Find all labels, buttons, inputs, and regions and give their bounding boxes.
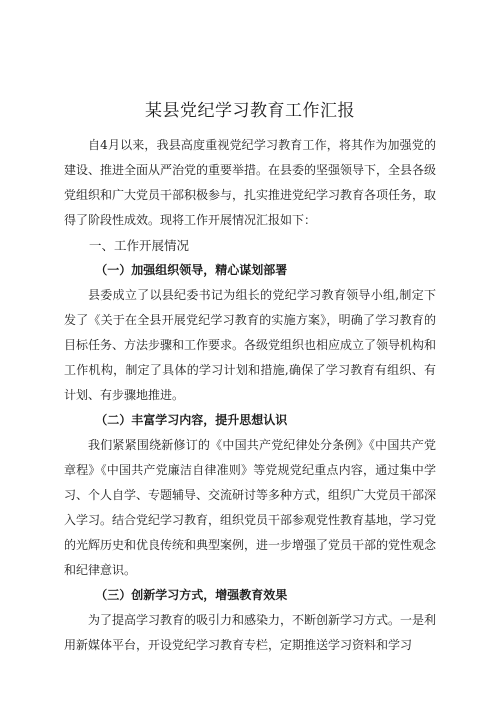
subsection-heading-methods: （三）创新学习方式，增强教育效果 [95,588,288,602]
subsection-heading-content: （二）丰富学习内容，提升思想认识 [95,413,288,427]
document-title: 某县党纪学习教育工作汇报 [145,101,355,121]
subsection-paragraph-methods: 为了提高学习教育的吸引力和感染力，不断创新学习方式。一是利用新媒体平台，开设党纪学习教育专栏，定期推送学习资料和学习 [64,613,437,652]
section-heading-work-status: 一、工作开展情况 [89,238,190,253]
document-body [64,96,436,658]
subsection-heading-organization: （一）加强组织领导，精心谋划部署 [95,263,288,277]
subsection-paragraph-content: 我们紧紧围绕新修订的《中国共产党纪律处分条例》《中国共产党章程》《中国共产党廉洁自律准则》等党规党纪重点内容，通过集中学习、个人自学、专题辅导、交流研讨等多种方式，组织广大党员干部深入学习。结合党纪学习教育，组织党员干部参观党性教育基地，学习党的光辉历史和优良传统和典型案例，进一步增强了党员干部的党性观念和纪律意识。 [64,438,437,577]
subsection-paragraph-organization: 县委成立了以县纪委书记为组长的党纪学习教育领导小组,制定下发了《关于在全县开展党纪学习教育的实施方案》，明确了学习教育的目标任务、方法步骤和工作要求。各级党组织也相应成立了领导机构和工作机构，制定了具体的学习计划和措施,确保了学习教育有组织、有计划、有步骤地推进。 [64,288,437,402]
intro-paragraph: 自4月以来，我县高度重视党纪学习教育工作，将其作为加强党的建设、推进全面从严治党的重要举措。在县委的坚强领导下，全县各级党组织和广大党员干部积极参与，扎实推进党纪学习教育各项任务，取得了阶段性成效。现将工作开展情况汇报如下： [64,138,437,227]
